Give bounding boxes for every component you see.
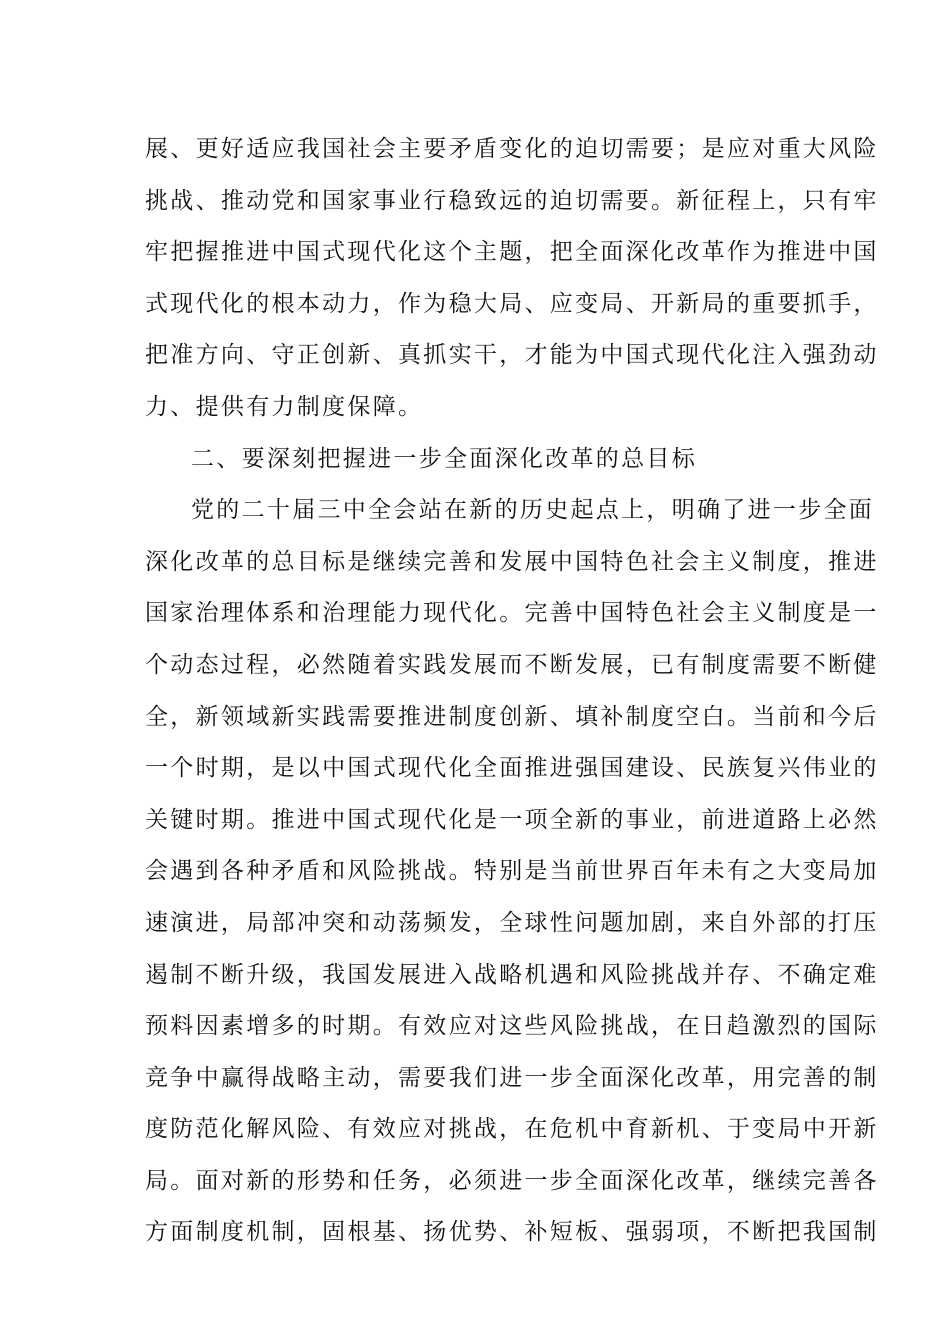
text-line: 一个时期，是以中国式现代化全面推进强国建设、民族复兴伟业的 — [145, 755, 879, 782]
text-line: 局。面对新的形势和任务，必须进一步全面深化改革，继续完善各 — [145, 1167, 879, 1194]
text-line: 深化改革的总目标是继续完善和发展中国特色社会主义制度，推进 — [145, 548, 879, 575]
text-line: 牢把握推进中国式现代化这个主题，把全面深化改革作为推进中国 — [145, 239, 879, 266]
document-body — [145, 124, 879, 1259]
text-line: 方面制度机制，固根基、扬优势、补短板、强弱项，不断把我国制 — [145, 1219, 879, 1246]
text-line: 把准方向、守正创新、真抓实干，才能为中国式现代化注入强劲动 — [145, 342, 879, 369]
text-line: 个动态过程，必然随着实践发展而不断发展，已有制度需要不断健 — [145, 651, 879, 678]
text-line: 全，新领域新实践需要推进制度创新、填补制度空白。当前和今后 — [145, 703, 879, 730]
text-line: 预料因素增多的时期。有效应对这些风险挑战，在日趋激烈的国际 — [145, 1013, 879, 1040]
text-line: 展、更好适应我国社会主要矛盾变化的迫切需要；是应对重大风险 — [145, 136, 879, 162]
text-line: 会遇到各种矛盾和风险挑战。特别是当前世界百年未有之大变局加 — [145, 858, 879, 885]
text-line: 遏制不断升级，我国发展进入战略机遇和风险挑战并存、不确定难 — [145, 961, 879, 988]
paragraph-1 — [145, 124, 879, 434]
paragraph-2 — [145, 485, 879, 1259]
text-line: 党的二十届三中全会站在新的历史起点上，明确了进一步全面 — [191, 497, 875, 524]
section-heading — [145, 434, 809, 486]
text-line: 度防范化解风险、有效应对挑战，在危机中育新机、于变局中开新 — [145, 1116, 879, 1143]
text-line: 挑战、推动党和国家事业行稳致远的迫切需要。新征程上，只有牢 — [145, 187, 879, 214]
text-line: 式现代化的根本动力，作为稳大局、应变局、开新局的重要抓手， — [145, 290, 879, 317]
text-line: 竞争中赢得战略主动，需要我们进一步全面深化改革，用完善的制 — [145, 1064, 879, 1091]
text-line: 国家治理体系和治理能力现代化。完善中国特色社会主义制度是一 — [145, 600, 879, 627]
text-line: 速演进，局部冲突和动荡频发，全球性问题加剧，来自外部的打压 — [145, 909, 879, 936]
text-line: 关键时期。推进中国式现代化是一项全新的事业，前进道路上必然 — [145, 806, 879, 833]
heading-text: 二、要深刻把握进一步全面深化改革的总目标 — [191, 445, 697, 472]
text-line: 力、提供有力制度保障。 — [145, 393, 424, 420]
